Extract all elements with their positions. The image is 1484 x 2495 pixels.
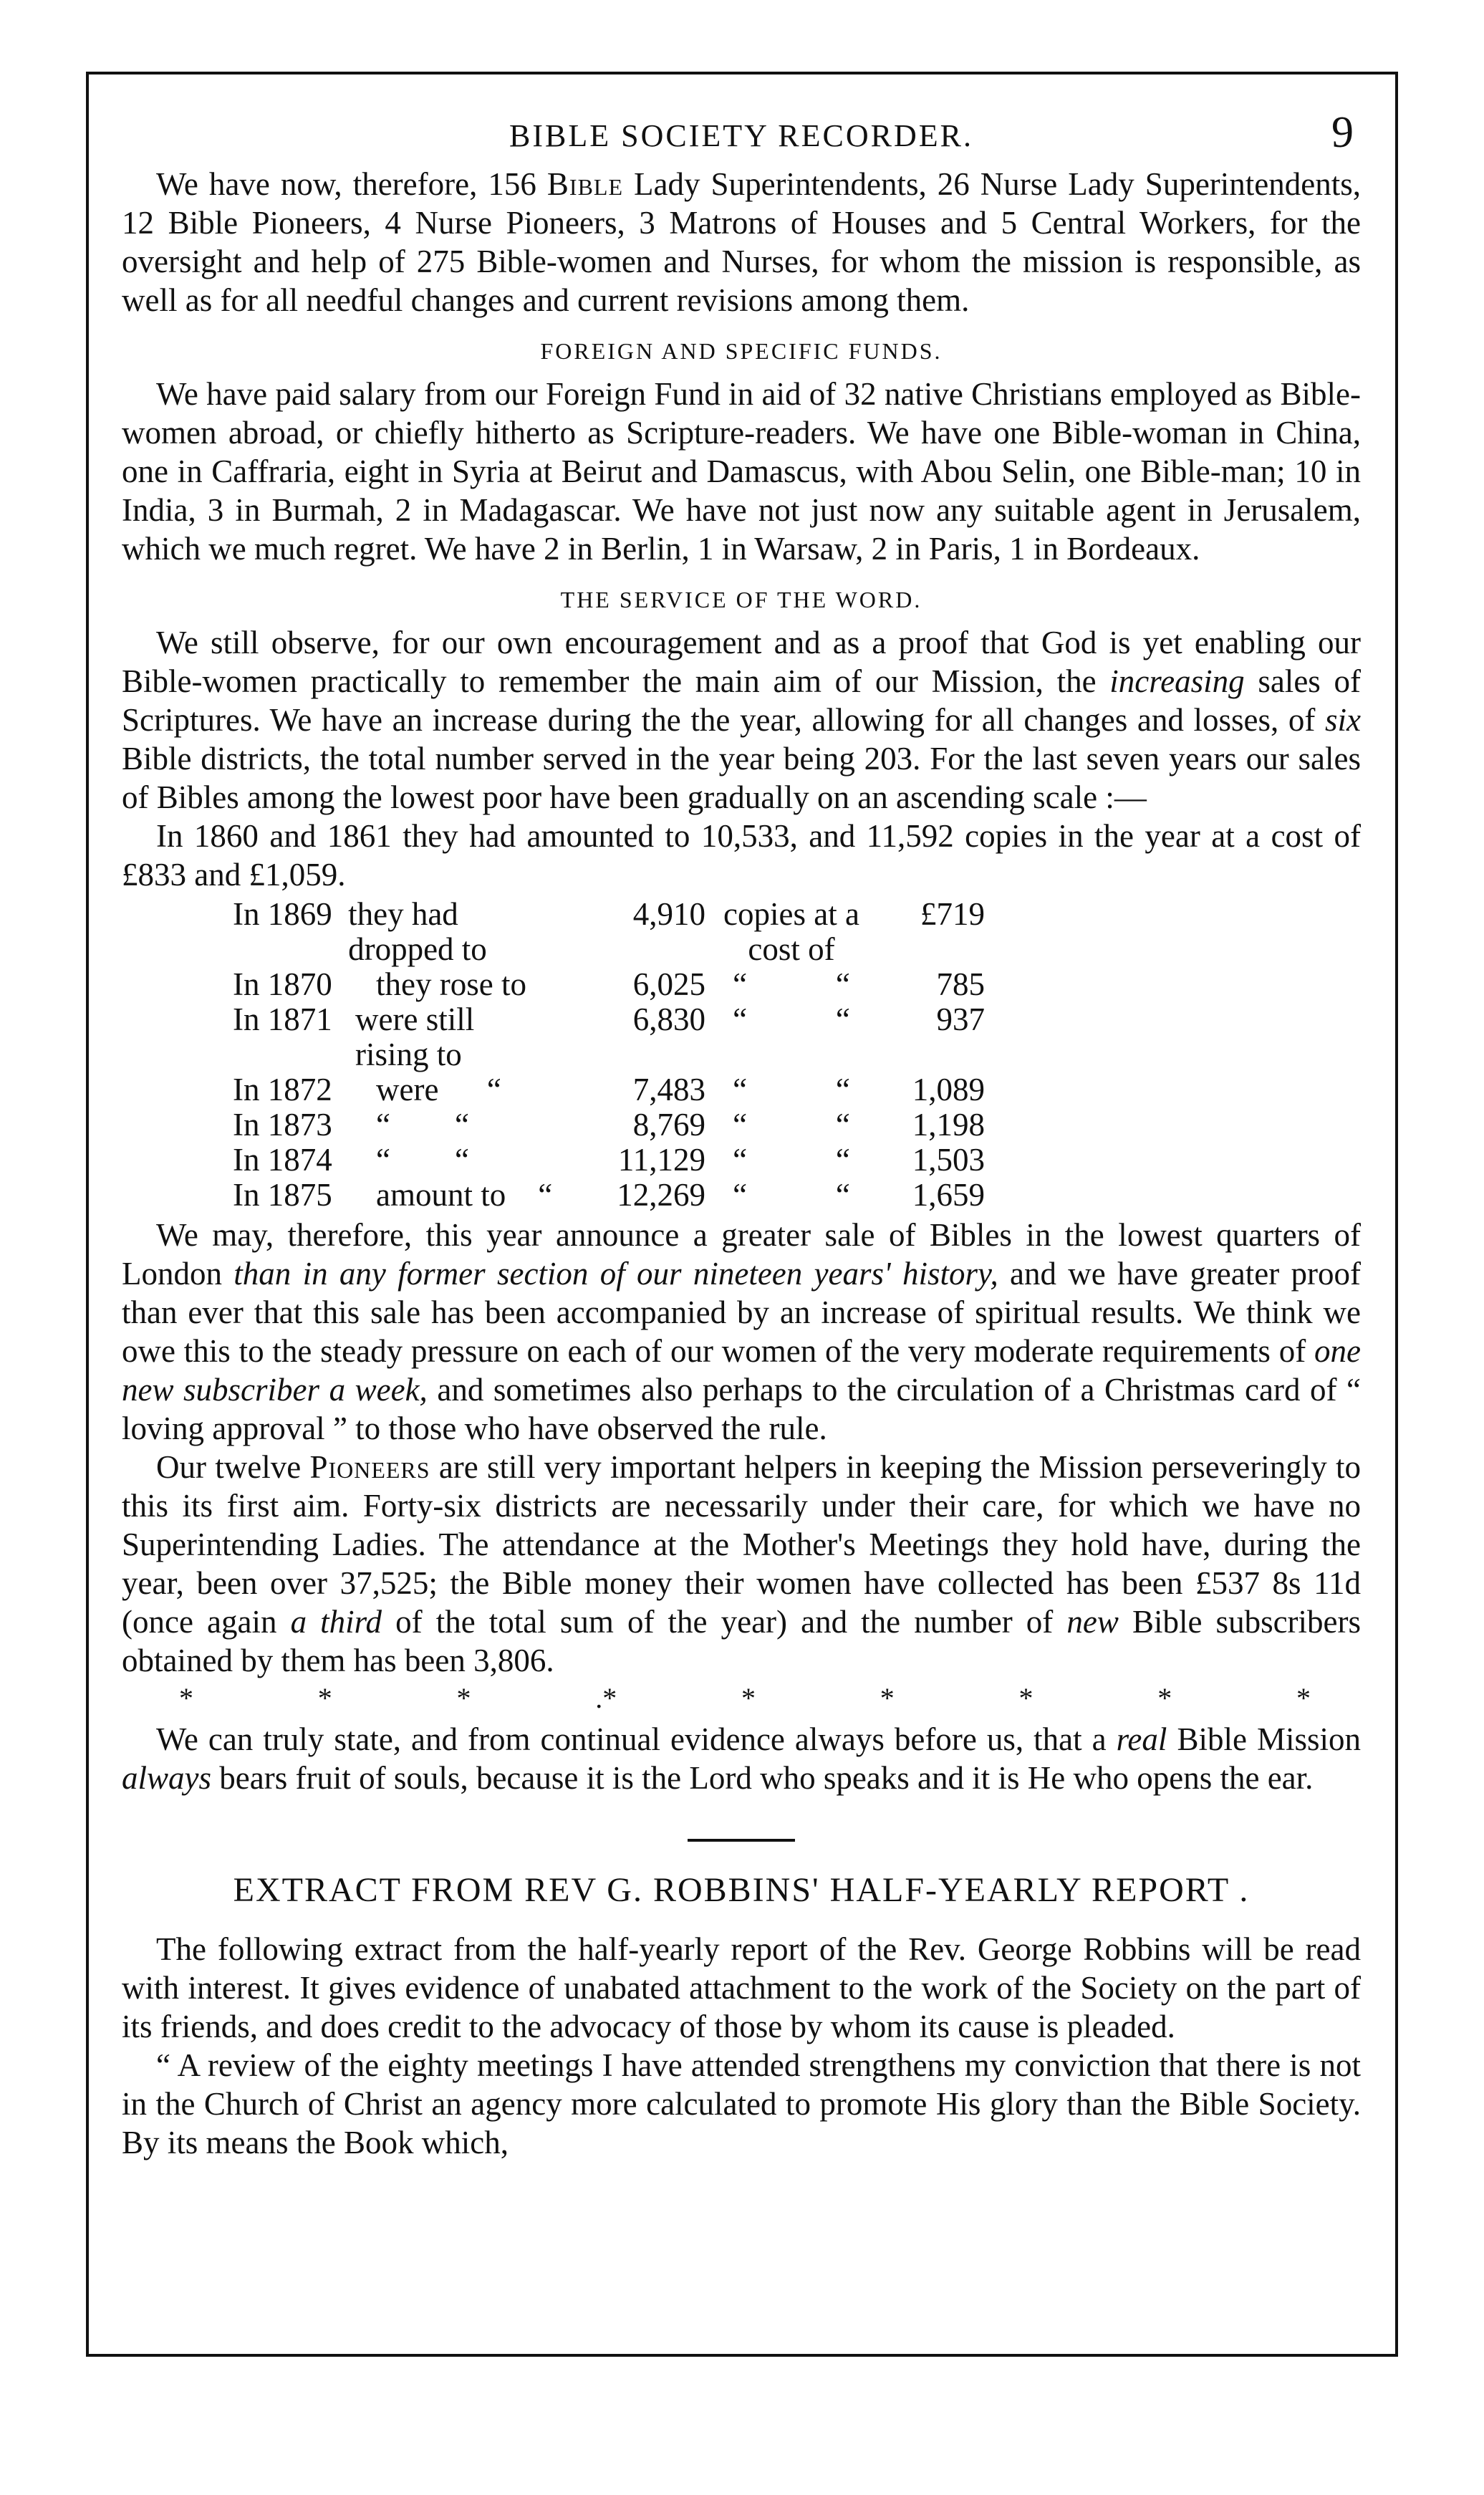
section-divider [688, 1839, 795, 1842]
table-row: In 1871 were still rising to 6,830 “ “ 937 [233, 1001, 985, 1072]
table-row: In 1872 were “ 7,483 “ “ 1,089 [233, 1072, 985, 1107]
asterisk: * [179, 1682, 193, 1714]
intro-paragraph: We have now, therefore, 156 Bible Lady Superintendents, 26 Nurse Lady Superintendents, 12 Bible Pioneers, 4 Nurse Pioneers, 3 Matrons of Houses and 5 Central Workers, for the oversight and help of 275 Bible-women and Nurses, for whom the mission is responsible, as well as for all needful changes and current revisions among them. [122, 166, 1361, 318]
table-row: In 1873 “ “ 8,769 “ “ 1,198 [233, 1107, 985, 1143]
asterisk: * [456, 1682, 471, 1714]
page-content [122, 107, 1361, 2162]
asterisk: * [1018, 1682, 1034, 1714]
section-heading-service-of-word: THE SERVICE OF THE WORD. [560, 587, 922, 612]
service-paragraph-5: We can truly state, and from continual evidence always before us, that a real Bible Mission always bears fruit of souls, because it is the Lord who speaks and it is He who opens the ear. [122, 1721, 1361, 1796]
service-paragraph-2: In 1860 and 1861 they had amounted to 10,533, and 11,592 copies in the year at a cost of £833 and £1,059. [122, 818, 1361, 893]
asterisk: * [741, 1682, 756, 1714]
service-paragraph-3: We may, therefore, this year announce a greater sale of Bibles in the lowest quarters of London than in any former section of our nineteen years' history, and we have greater proof than ever that this sale has been accompanied by an increase of spiritual results. We think we owe this to the steady pressure on each of our women of the very moderate requirements of one new subscriber a week, and sometimes also perhaps to the circulation of a Christmas card of “ loving approval ” to those who have observed the rule. [122, 1217, 1362, 1446]
table-row: In 1870 they rose to 6,025 “ “ 785 [233, 966, 985, 1002]
asterisk: * [1157, 1682, 1172, 1714]
foreign-funds-paragraph: We have paid salary from our Foreign Fund in aid of 32 native Christians employed as Bible-women abroad, or chiefly hitherto as Scripture-readers. We have one Bible-woman in China, one in Caffraria, eight in Syria at Beirut and Damascus, with Abou Selin, one Bible-man; 10 in India, 3 in Burmah, 2 in Madagascar. We have not just now any suitable agent in Jerusalem, which we much regret. We have 2 in Berlin, 1 in Warsaw, 2 in Paris, 1 in Bordeaux. [122, 376, 1361, 567]
page-number: 9 [1331, 108, 1354, 157]
page-title: BIBLE SOCIETY RECORDER. [509, 118, 973, 153]
table-row: In 1874 “ “ 11,129 “ “ 1,503 [233, 1142, 985, 1178]
frame-right-rule [1395, 72, 1398, 2357]
frame-bottom-rule [86, 2354, 1398, 2357]
service-paragraph-1: We still observe, for our own encouragement and as a proof that God is yet enabling our Bible-women practically to remember the main aim of our Mission, the increasing sales of Scriptures. We have an increase during the the year, allowing for all changes and losses, of six Bible districts, the total number served in the year being 203. For the last seven years our sales of Bibles among the lowest poor have been gradually on an ascending scale :— [122, 625, 1362, 815]
service-paragraph-4: Our twelve Pioneers are still very important helpers in keeping the Mission perseveringly to this its first aim. Forty-six districts are necessarily under their care, for which we have no Superintending Ladies. The attendance at the Mother's Meetings they hold have, during the year, been over 37,525; the Bible money their women have collected has been £537 8s 11d (once again a third of the total sum of the year) and the number of new Bible subscribers obtained by them has been 3,806. [122, 1449, 1362, 1678]
bible-sales-table [233, 897, 1361, 1213]
table-row: In 1869 they had dropped to 4,910 copies at a cost of £719 [233, 896, 985, 967]
extract-paragraph-2: “ A review of the eighty meetings I have attended strengthens my conviction that there is not in the Church of Christ an agency more calculated to promote His glory than the Bible Society. By its means the Book which, [122, 2047, 1361, 2160]
asterism-row [122, 1684, 1361, 1713]
running-head [122, 107, 1361, 165]
section-heading-foreign-funds: FOREIGN AND SPECIFIC FUNDS. [540, 338, 943, 364]
asterisk: * [317, 1682, 332, 1714]
extract-paragraph-1: The following extract from the half-yearly report of the Rev. George Robbins will be read with interest. It gives evidence of unabated attachment to the work of the Society on the part of its friends, and does credit to the advocacy of those by whom its cause is pleaded. [122, 1931, 1361, 2044]
table-row: In 1875 amount to “ 12,269 “ “ 1,659 [233, 1177, 985, 1213]
asterisk: * [1296, 1682, 1311, 1714]
frame-top-rule [86, 72, 1398, 74]
asterisk: .* [595, 1682, 617, 1714]
frame-left-rule [86, 72, 89, 2357]
asterisk: * [880, 1682, 895, 1714]
extract-heading: EXTRACT FROM REV G. ROBBINS' HALF-YEARLY REPORT . [233, 1871, 1250, 1909]
